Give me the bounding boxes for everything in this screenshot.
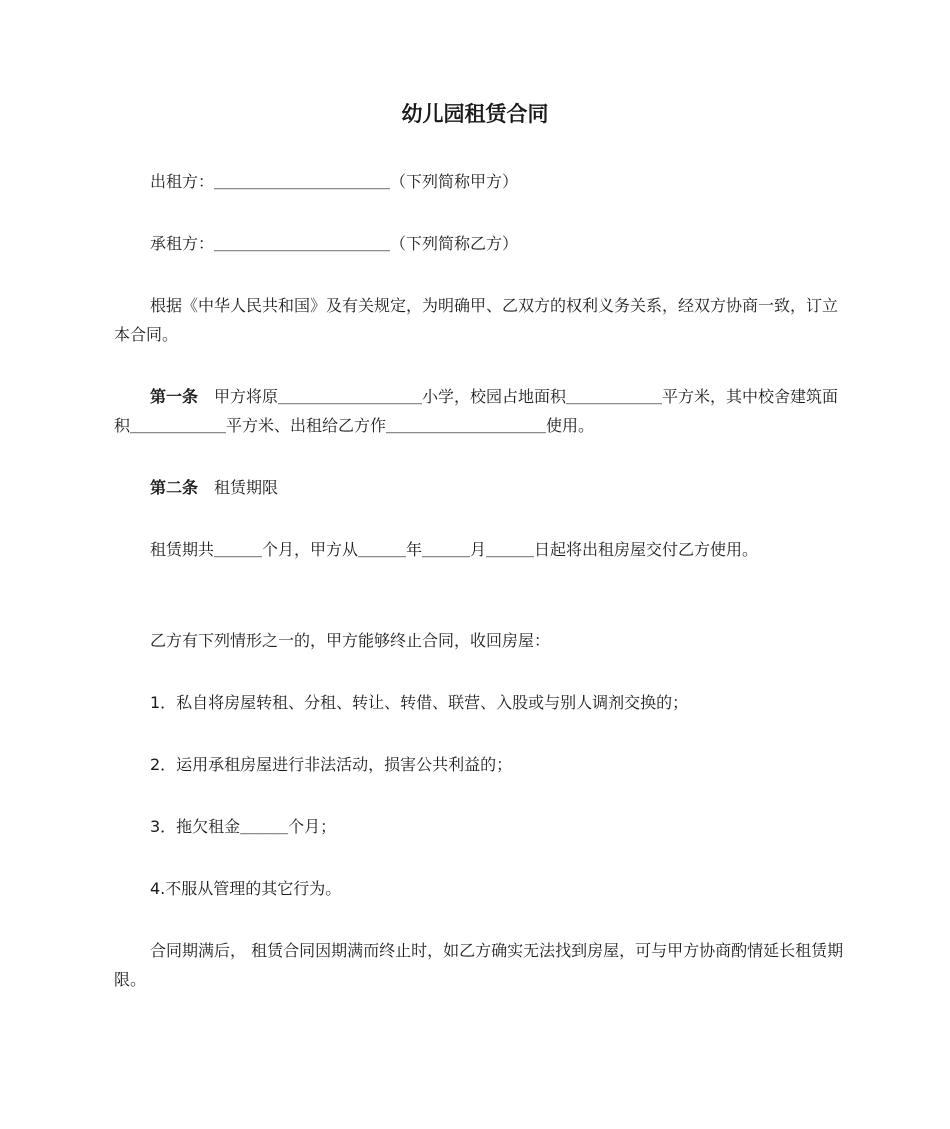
termination-item-4: 4.不服从管理的其它行为。 <box>150 879 342 898</box>
termination-item-2: 2．运用承租房屋进行非法活动，损害公共利益的； <box>150 755 513 774</box>
preamble-paragraph: 根据《中华人民共和国》及有关规定，为明确甲、乙双方的权利义务关系，经双方协商一致，订立本合同。 <box>114 296 839 344</box>
lease-term-paragraph: 租赁期共＿＿＿个月，甲方从＿＿＿年＿＿＿月＿＿＿日起将出租房屋交付乙方使用。 <box>150 540 759 559</box>
article-2-label: 第二条 <box>150 478 199 497</box>
article-1-label: 第一条 <box>150 387 199 406</box>
termination-item-1: 1．私自将房屋转租、分租、转让、转借、联营、入股或与别人调剂交换的； <box>150 693 689 712</box>
article-2-text: 租赁期限 <box>214 478 279 497</box>
article-1-text: 甲方将原＿＿＿＿＿＿＿＿＿小学，校园占地面积＿＿＿＿＿＿平方米，其中校舍建筑面积＿＿＿＿＿＿平方米、出租给乙方作＿＿＿＿＿＿＿＿＿＿使用。 <box>114 387 839 435</box>
renewal-paragraph: 合同期满后， 租赁合同因期满而终止时，如乙方确实无法找到房屋，可与甲方协商酌情延长租赁期限。 <box>114 941 844 989</box>
lessee-line: 承租方：＿＿＿＿＿＿＿＿＿＿＿（下列简称乙方） <box>150 234 519 253</box>
article-2-paragraph <box>114 473 850 502</box>
lessor-line: 出租方：＿＿＿＿＿＿＿＿＿＿＿（下列简称甲方） <box>150 172 519 191</box>
document-title: 幼儿园租赁合同 <box>401 102 549 126</box>
article-1-paragraph <box>114 382 850 440</box>
termination-intro: 乙方有下列情形之一的，甲方能够终止合同，收回房屋： <box>150 631 551 650</box>
termination-item-3: 3．拖欠租金＿＿＿个月； <box>150 817 337 836</box>
